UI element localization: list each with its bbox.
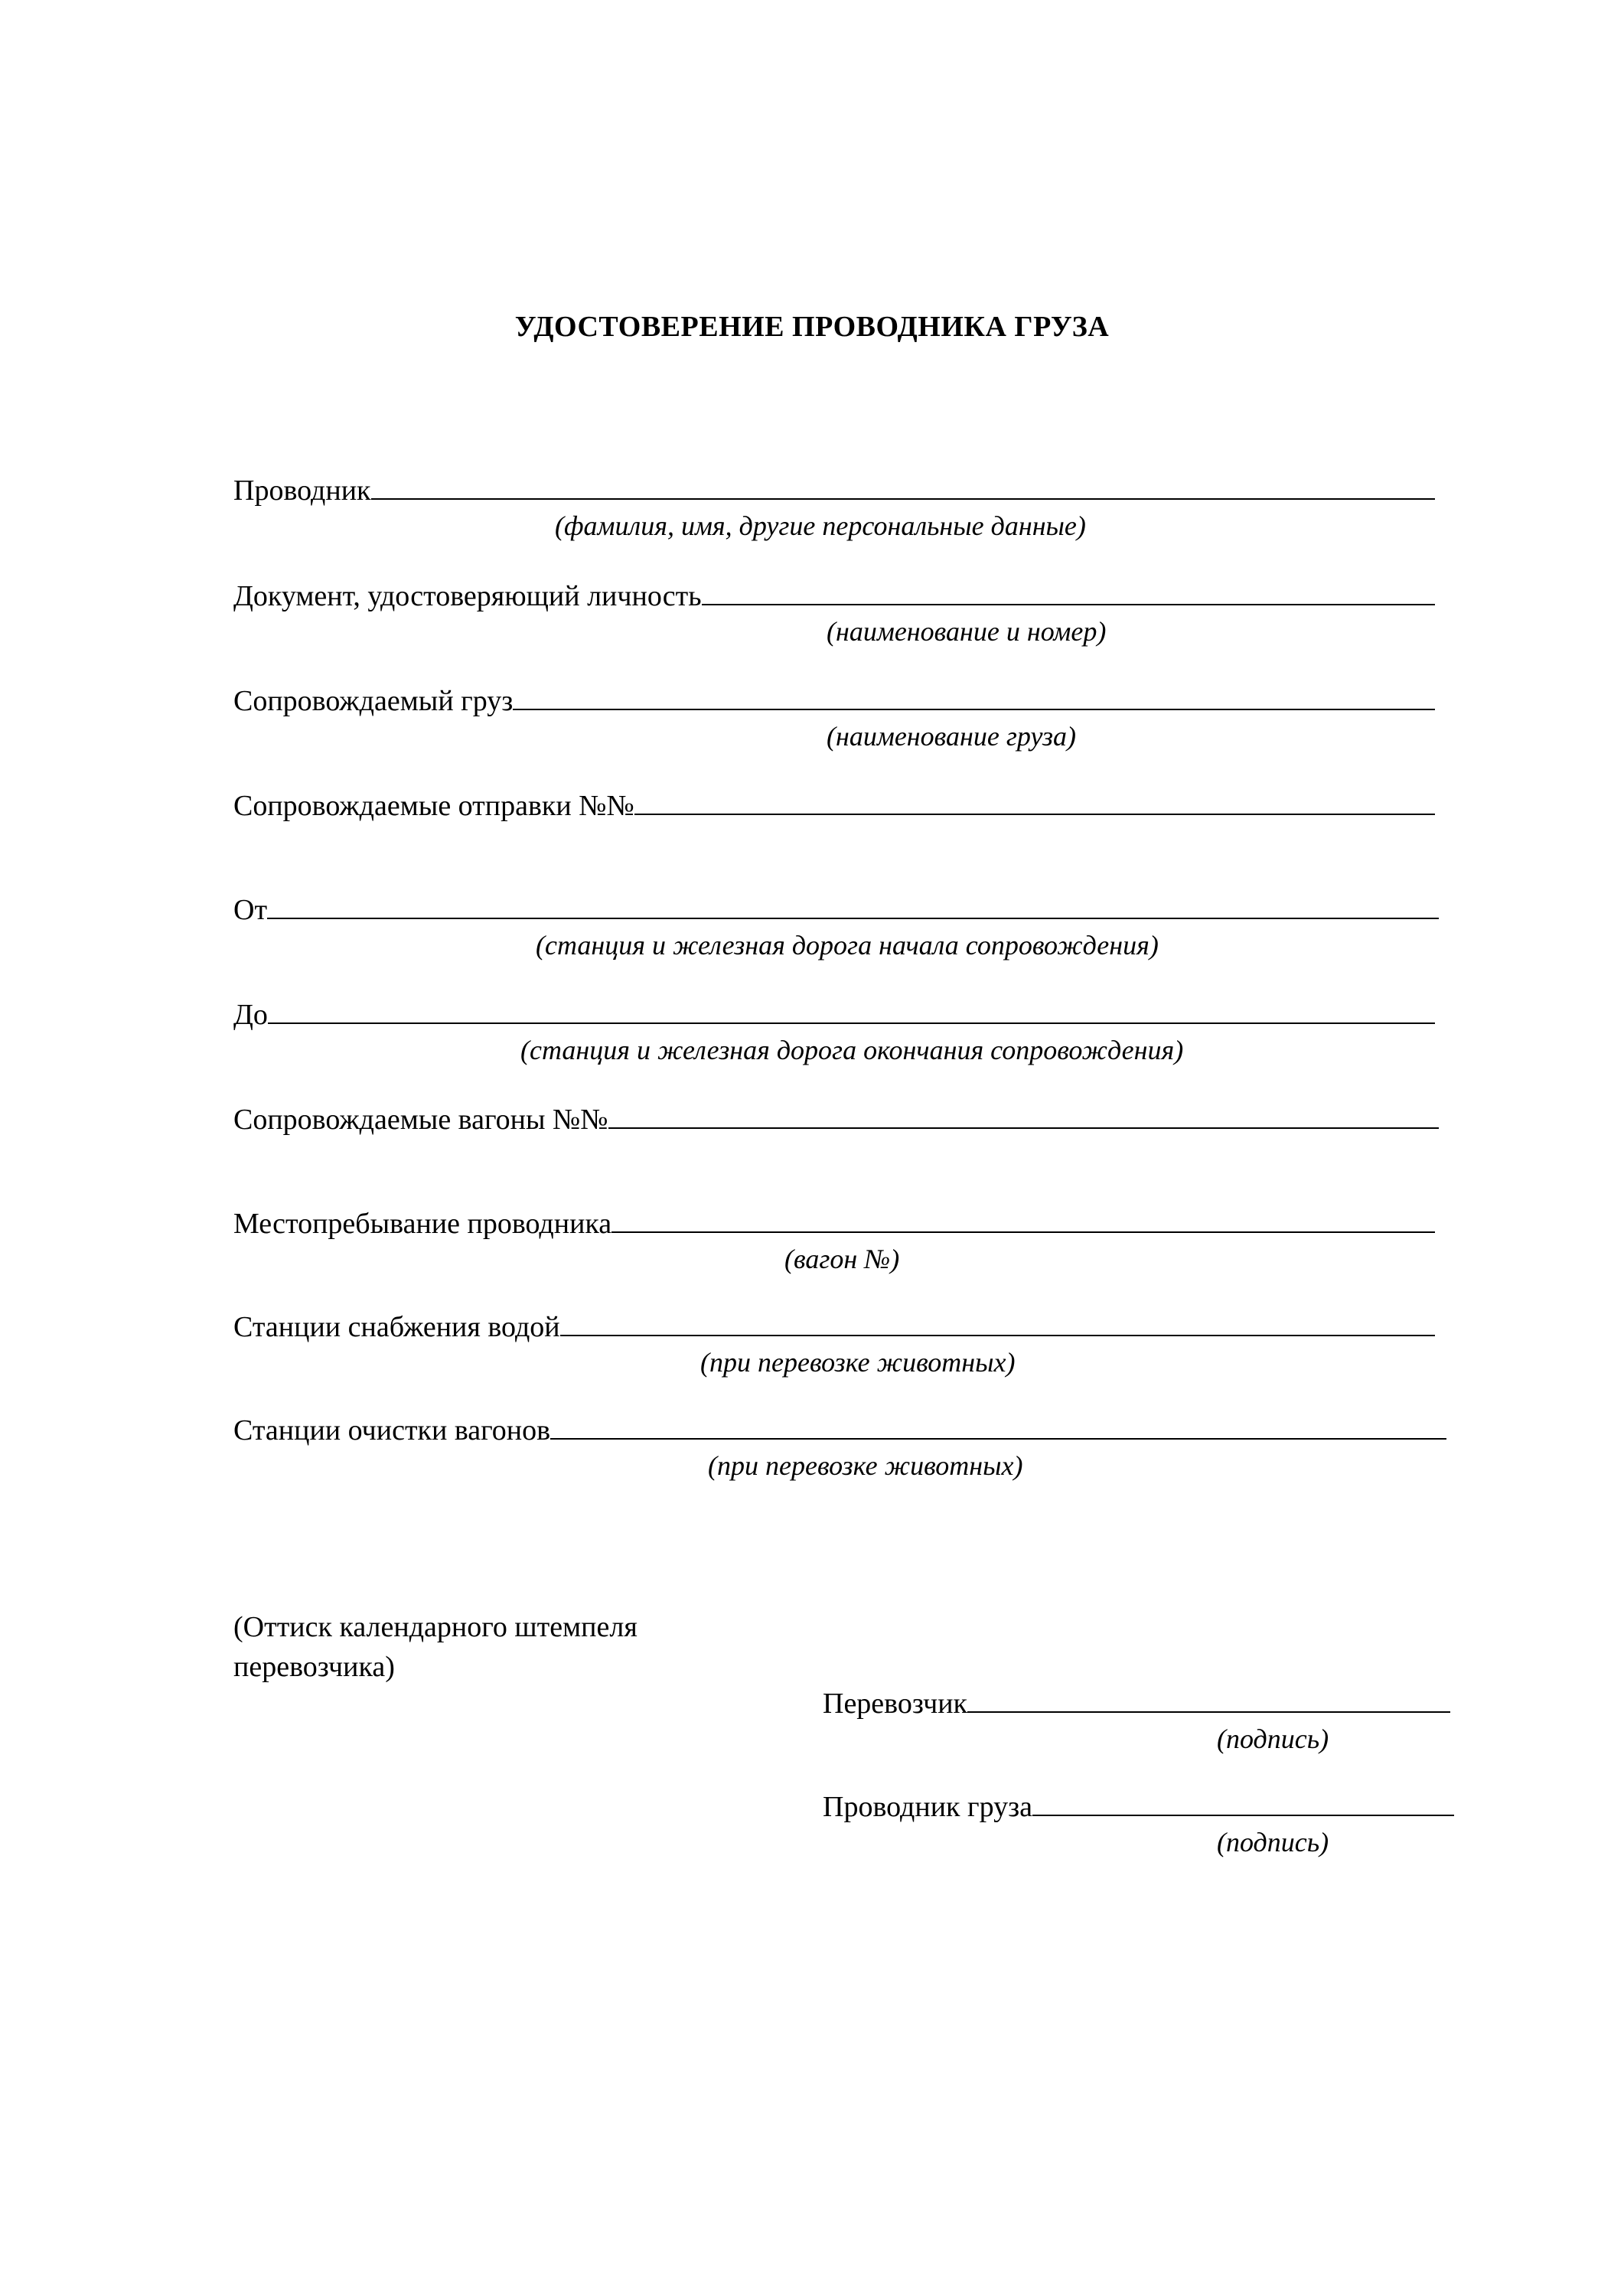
field-hint: (при перевозке животных) xyxy=(700,1347,1016,1378)
field-label: Сопровождаемый груз xyxy=(233,685,514,717)
field-label: От xyxy=(233,894,268,926)
fill-line[interactable] xyxy=(634,814,1435,815)
field-conductor xyxy=(233,471,1435,510)
signature-hint: (подпись) xyxy=(1217,1827,1329,1857)
field-label: Местопребывание проводника xyxy=(233,1208,612,1240)
field-hint: (станция и железная дорога окончания сопровождения) xyxy=(520,1035,1184,1065)
field-from xyxy=(233,890,1439,930)
field-cleaning-stations xyxy=(233,1411,1446,1450)
fill-line[interactable] xyxy=(608,1127,1439,1129)
field-wagons xyxy=(233,1100,1439,1140)
field-cargo xyxy=(233,681,1435,721)
field-hint: (при перевозке животных) xyxy=(708,1450,1023,1481)
signature-cargo-conductor xyxy=(823,1787,1454,1827)
field-label: До xyxy=(233,999,268,1031)
field-water-stations xyxy=(233,1307,1435,1347)
signature-label: Проводник груза xyxy=(823,1791,1032,1823)
fill-line[interactable] xyxy=(371,498,1436,500)
document-title: УДОСТОВЕРЕНИЕ ПРОВОДНИКА ГРУЗА xyxy=(514,311,1110,343)
field-hint: (станция и железная дорога начала сопровождения) xyxy=(536,930,1159,960)
field-label: Документ, удостоверяющий личность xyxy=(233,580,702,612)
fill-line[interactable] xyxy=(268,1022,1435,1024)
field-hint: (наименование и номер) xyxy=(827,616,1107,647)
field-shipments xyxy=(233,786,1435,826)
field-conductor-location xyxy=(233,1204,1435,1244)
fill-line[interactable] xyxy=(513,709,1435,710)
field-label: Сопровождаемые отправки №№ xyxy=(233,790,634,822)
field-label: Станции очистки вагонов xyxy=(233,1414,551,1446)
signature-line[interactable] xyxy=(967,1711,1450,1713)
signature-line[interactable] xyxy=(1032,1815,1454,1816)
field-hint: (наименование груза) xyxy=(827,721,1076,752)
field-hint: (фамилия, имя, другие персональные данные) xyxy=(555,510,1086,541)
field-identity-document xyxy=(233,576,1435,616)
fill-line[interactable] xyxy=(267,918,1439,919)
signature-label: Перевозчик xyxy=(823,1688,968,1720)
signature-hint: (подпись) xyxy=(1217,1724,1329,1754)
fill-line[interactable] xyxy=(550,1438,1446,1440)
field-label: Проводник xyxy=(233,475,371,507)
signature-carrier xyxy=(823,1684,1450,1724)
fill-line[interactable] xyxy=(560,1335,1435,1336)
field-label: Станции снабжения водой xyxy=(233,1311,560,1343)
field-label: Сопровождаемые вагоны №№ xyxy=(233,1104,608,1136)
field-hint: (вагон №) xyxy=(784,1244,900,1274)
stamp-note: (Оттиск календарного штемпеля перевозчика) xyxy=(233,1611,638,1683)
field-to xyxy=(233,995,1435,1035)
fill-line[interactable] xyxy=(702,604,1435,605)
fill-line[interactable] xyxy=(611,1231,1435,1233)
